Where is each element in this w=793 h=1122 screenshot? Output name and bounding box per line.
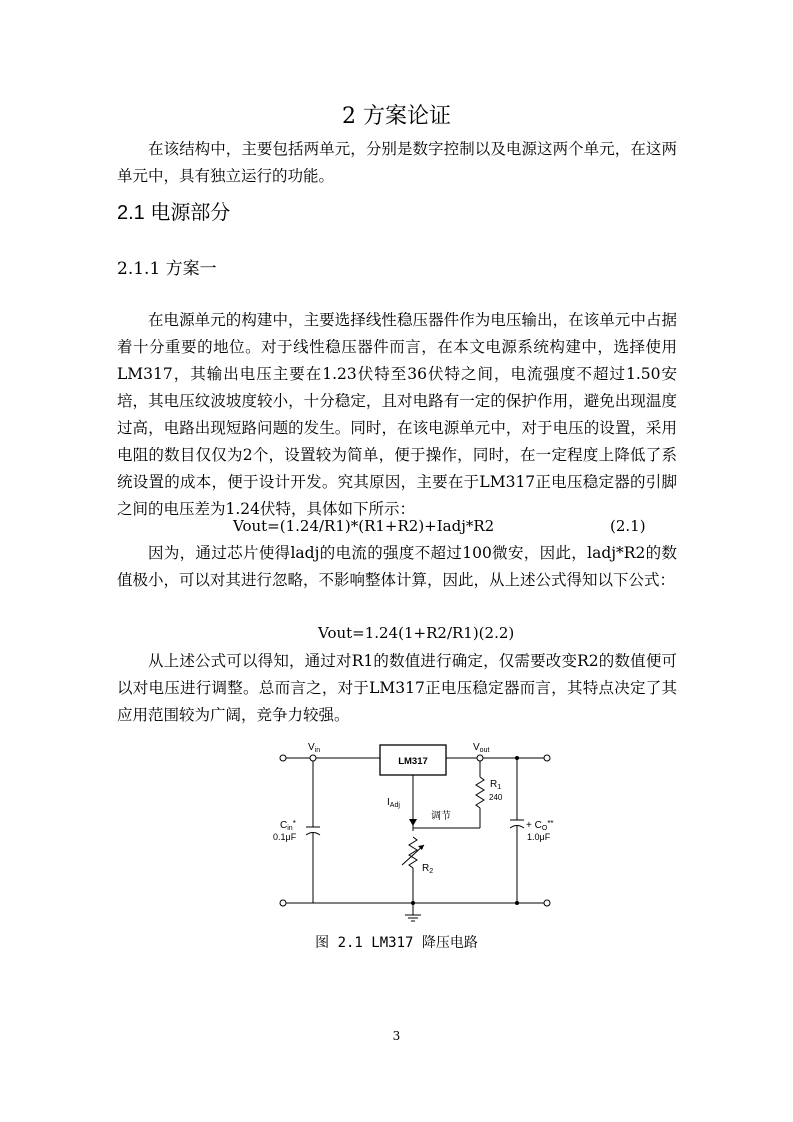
- junction-dot: [515, 901, 519, 905]
- circuit-diagram: [270, 735, 560, 935]
- formula-2-2: Vout=1.24(1+R2/R1)(2.2): [318, 624, 515, 642]
- chip-label: LM317: [398, 756, 428, 767]
- iadj-label: $I_{Adj}$: [387, 797, 400, 809]
- r1-value: 240: [489, 793, 503, 802]
- body-paragraph-2: 因为，通过芯片使得ladj的电流的强度不超过100微安，因此，ladj*R2的数值极小，可以对其进行忽略，不影响整体计算，因此，从上述公式得知以下公式：: [117, 544, 677, 589]
- co-value: 1.0μF: [527, 832, 551, 842]
- body-paragraph-3: 从上述公式可以得知，通过对R1的数值进行确定，仅需要改变R2的数值便可以对电压进行调整。总而言之，对于LM317正电压稳定器而言，其特点决定了其应用范围较为广阔，竞争力较强。: [117, 652, 677, 724]
- adjust-label: 调节: [431, 811, 451, 822]
- cin-value: 0.1μF: [273, 832, 297, 842]
- co-label: + $C_O^{**}$: [526, 819, 554, 832]
- r1-label: $R_1$: [490, 779, 502, 791]
- page-number: 3: [392, 1029, 401, 1043]
- formula-2-1-number: (2.1): [610, 517, 646, 535]
- section-title: 2 方案论证: [342, 104, 451, 129]
- cin-label: $C_{in}^*$: [280, 819, 296, 832]
- figure-caption: 图 2.1 LM317 降压电路: [315, 935, 478, 951]
- body-paragraph-1: 在电源单元的构建中，主要选择线性稳压器件作为电压输出，在该单元中占据着十分重要的地位。对于线性稳压器件而言，在本文电源系统构建中，选择使用LM317，其输出电压主要在1.23伏特至36伏特之间，电流强度不超过1.50安培，其电压纹波坡度较小，十分稳定，且对电路有一定的保护作用，避免出现温度过高，电路出现短路问题的发生。同时，在该电源单元中，对于电压的设置，采用电阻的数目仅仅为2个，设置较为简单，便于操作，同时，在一定程度上降低了系统设置的成本，便于设计开发。究其原因，主要在于LM317正电压稳定器的引脚之间的电压差为1.24伏特，具体如下所示：: [117, 311, 677, 518]
- subsection-title: 2.1 电源部分: [117, 202, 231, 224]
- intro-paragraph: 在该结构中，主要包括两单元，分别是数字控制以及电源这两个单元，在这两单元中，具有独立运行的功能。: [117, 140, 677, 185]
- subsubsection-title: 2.1.1 方案一: [117, 259, 217, 279]
- formula-2-1: Vout=(1.24/R1)*(R1+R2)+Iadj*R2: [233, 517, 495, 535]
- r2-label: $R_2$: [422, 863, 434, 875]
- vin-label: $V_{in}$: [308, 742, 321, 754]
- junction-dot: [515, 756, 519, 760]
- junction-dot: [411, 901, 415, 905]
- vout-label: $V_{out}$: [473, 742, 490, 754]
